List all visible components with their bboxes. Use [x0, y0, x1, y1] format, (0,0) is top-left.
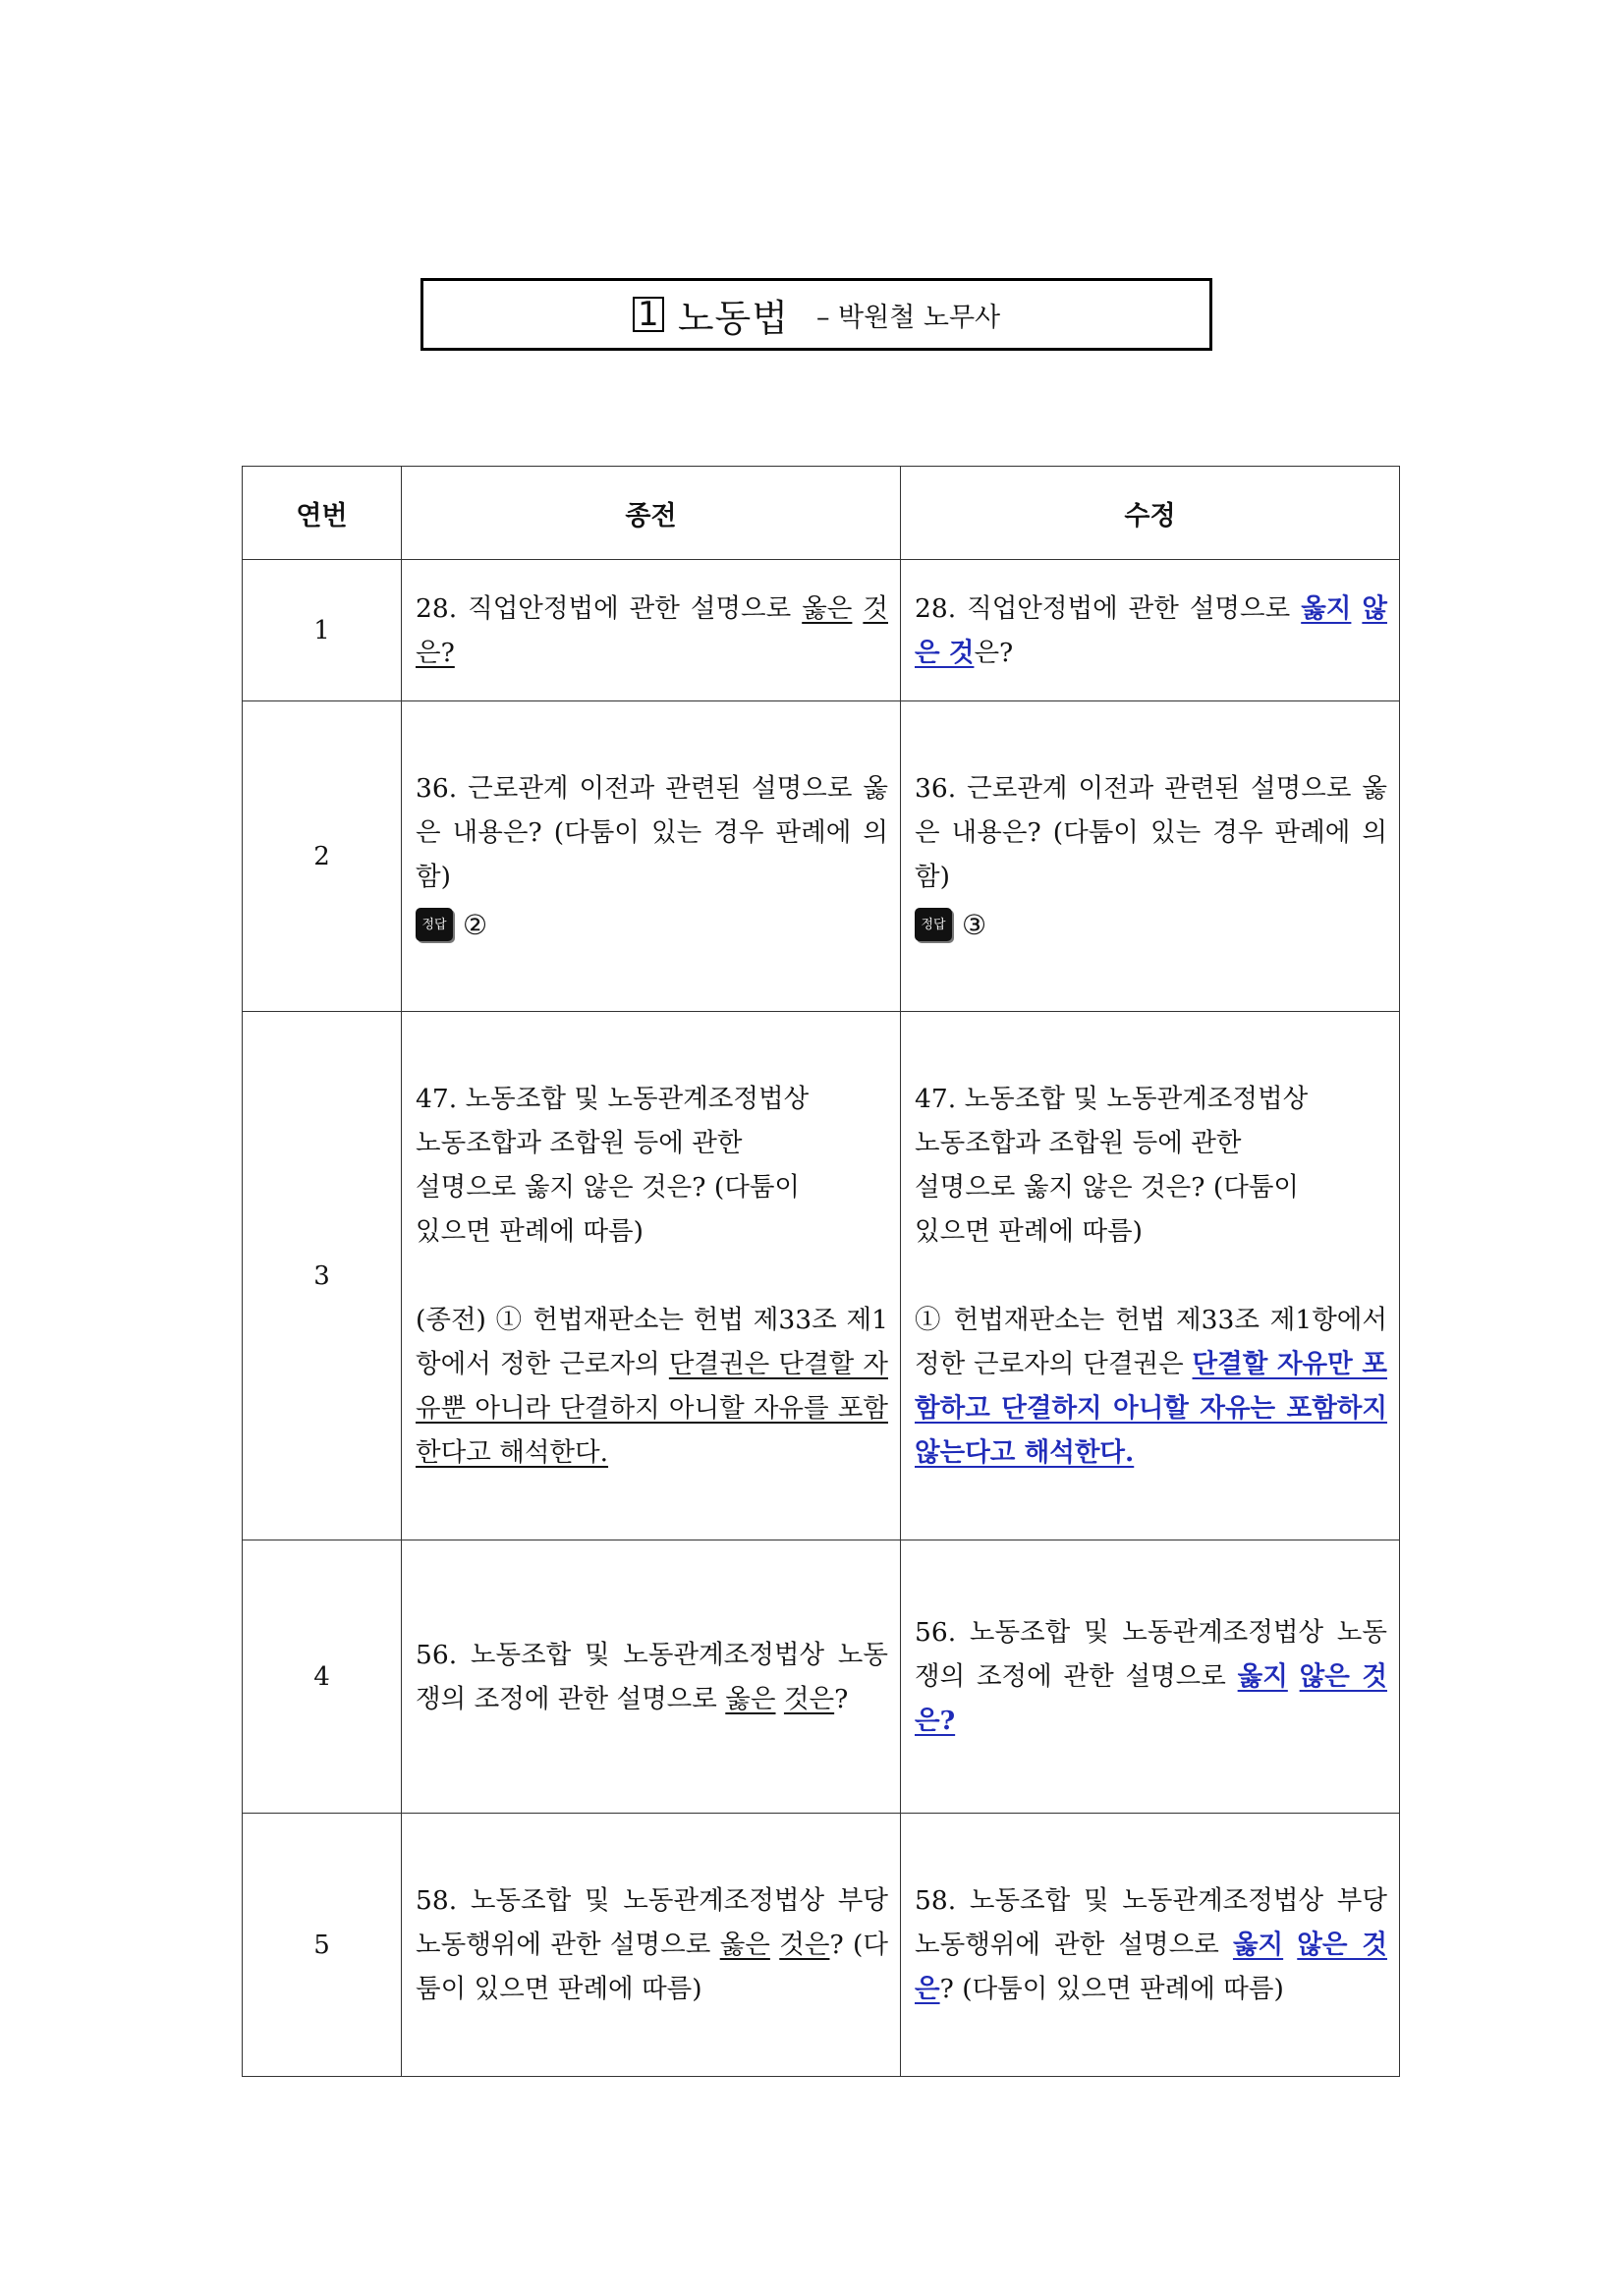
before-underline: 것은 — [783, 1683, 835, 1714]
after-cell — [901, 701, 1400, 1012]
after-question-line: 노동조합과 조합원 등에 관한 — [915, 1128, 1242, 1158]
after-question-line: 설명으로 옳지 않은 것은? (다툼이 — [915, 1172, 1300, 1203]
before-cell — [402, 1540, 901, 1814]
answer-badge-icon: 정답 — [915, 908, 952, 941]
before-underline: 옳은 — [719, 1930, 770, 1960]
after-cell — [901, 560, 1400, 701]
answer-line — [915, 903, 1387, 947]
after-text: ? (다툼이 있으면 판례에 따름) — [939, 1974, 1284, 2004]
before-question-line: 47. 노동조합 및 노동관계조정법상 — [416, 1084, 810, 1114]
after-highlight: 옳지 — [1301, 592, 1352, 624]
row-number: 2 — [243, 701, 402, 1012]
before-underline: 것은? — [416, 592, 888, 668]
correction-table — [242, 466, 1400, 2077]
after-highlight: 단결할 자유만 포함하고 단결하지 아니할 자유는 포함하지 않는다고 해석한다. — [915, 1349, 1387, 1468]
table-row — [243, 1540, 1400, 1814]
after-highlight: 않은 것 — [915, 592, 1387, 668]
table-row — [243, 560, 1400, 701]
table-row — [243, 701, 1400, 1012]
after-text: ① 헌법재판소는 헌법 제33조 제1항에서 정한 근로자의 단결권은 — [915, 1305, 1387, 1379]
before-question-line: 있으면 판례에 따름) — [416, 1216, 644, 1247]
before-text: ? — [834, 1683, 849, 1714]
before-underline: 것은 — [779, 1930, 830, 1960]
after-highlight: 옳지 — [1237, 1661, 1288, 1692]
before-underline: 단결권은 단결할 자유뿐 아니라 단결하지 아니할 자유를 포함한다고 해석한다. — [416, 1349, 888, 1468]
before-text: ? (다툼이 있으면 판례에 따름) — [416, 1930, 888, 2004]
section-number: 1 — [633, 297, 664, 332]
header-after: 수정 — [901, 467, 1400, 560]
after-cell — [901, 1540, 1400, 1814]
after-text: 56. 노동조합 및 노동관계조정법상 노동쟁의 조정에 관한 설명으로 — [915, 1617, 1387, 1692]
row-number: 3 — [243, 1012, 402, 1540]
after-highlight: 않은 것은? — [915, 1661, 1387, 1736]
before-cell — [402, 1012, 901, 1540]
before-question-line: 노동조합과 조합원 등에 관한 — [416, 1128, 743, 1158]
after-question-line: 47. 노동조합 및 노동관계조정법상 — [915, 1084, 1309, 1114]
row-number: 5 — [243, 1814, 402, 2077]
answer-value: ② — [463, 908, 488, 941]
before-question-line: 설명으로 옳지 않은 것은? (다툼이 — [416, 1172, 801, 1203]
before-cell — [402, 701, 901, 1012]
row-number: 1 — [243, 560, 402, 701]
before-cell — [402, 1814, 901, 2077]
before-underline: 옳은 — [802, 592, 853, 624]
before-text: (종전) ① 헌법재판소는 헌법 제33조 제1항에서 정한 근로자의 — [416, 1305, 888, 1379]
row-number: 4 — [243, 1540, 402, 1814]
header-before: 종전 — [402, 467, 901, 560]
after-text: 58. 노동조합 및 노동관계조정법상 부당노동행위에 관한 설명으로 — [915, 1885, 1387, 1960]
before-text: 58. 노동조합 및 노동관계조정법상 부당노동행위에 관한 설명으로 — [416, 1885, 888, 1960]
after-text: 28. 직업안정법에 관한 설명으로 — [915, 592, 1302, 624]
table-row — [243, 1814, 1400, 2077]
answer-line — [416, 903, 888, 947]
section-title-box — [420, 278, 1212, 351]
answer-badge-icon: 정답 — [416, 908, 453, 941]
answer-value: ③ — [962, 908, 987, 941]
after-highlight: 옳지 — [1232, 1930, 1284, 1960]
after-question-line: 있으면 판례에 따름) — [915, 1216, 1143, 1247]
section-author: – 박원철 노무사 — [815, 302, 1001, 333]
before-underline: 옳은 — [725, 1683, 776, 1714]
table-row — [243, 1012, 1400, 1540]
after-text: 36. 근로관계 이전과 관련된 설명으로 옳은 내용은? (다툼이 있는 경우 판례에 의함) — [915, 772, 1387, 892]
after-cell — [901, 1012, 1400, 1540]
after-text: 은? — [974, 637, 1014, 668]
before-text: 56. 노동조합 및 노동관계조정법상 노동쟁의 조정에 관한 설명으로 — [416, 1639, 888, 1714]
section-title: 노동법 — [677, 296, 789, 340]
after-highlight: 않은 것은 — [915, 1930, 1387, 2004]
table-header-row — [243, 467, 1400, 560]
before-text: 28. 직업안정법에 관한 설명으로 — [416, 592, 803, 624]
before-cell — [402, 560, 901, 701]
header-num: 연번 — [243, 467, 402, 560]
before-text: 36. 근로관계 이전과 관련된 설명으로 옳은 내용은? (다툼이 있는 경우 판례에 의함) — [416, 772, 888, 892]
after-cell — [901, 1814, 1400, 2077]
